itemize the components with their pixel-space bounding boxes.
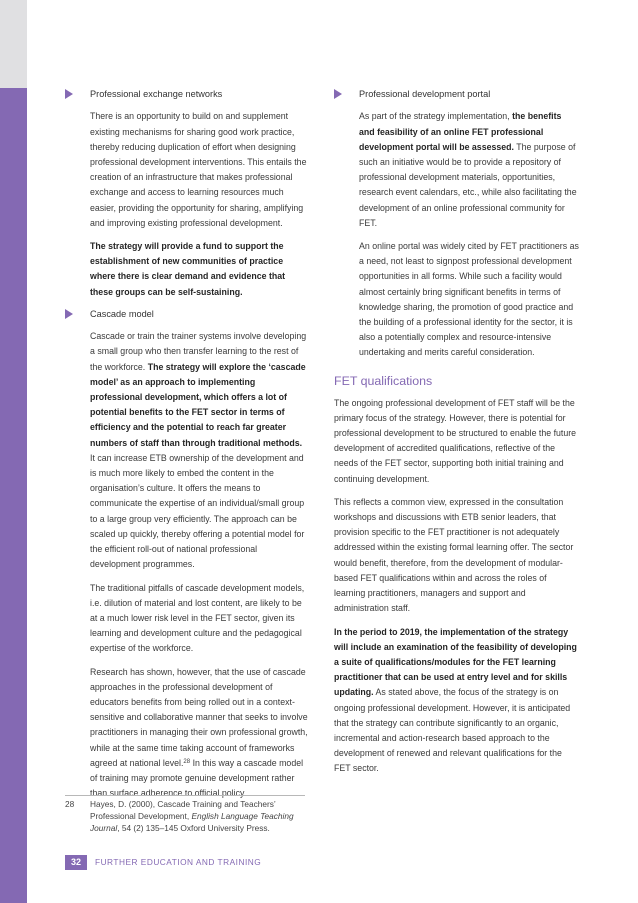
heading-professional-exchange [65,88,308,100]
paragraph: The traditional pitfalls of cascade development models, i.e. dilution of material and lost content, are likely to be at a much lower risk level in the FET sector, given its learning and development culture and the pedagogical expertise of the workforce. [90,582,305,654]
heading-professional-development-portal [334,88,579,100]
heading-cascade-model [65,308,308,320]
paragraph: In the period to 2019, the implementation of the strategy will include an examination of the feasibility of developing a suite of qualifications/modules for the FET learning practitioner that can be used at entry level and for skills updating. As stated above, the focus of the strategy is on ongoing professional development. However, it is anticipated that the strategy can contribute significantly to an organic, incremental and action-research based approach to the development of renewed and relevant qualifications for the FET sector. [334,626,577,774]
right-column [334,88,579,785]
paragraph: There is an opportunity to build on and supplement existing mechanisms for sharing good work practice, thereby reducing duplication of effort when designing professional development interventions. This entails the creation of an infrastructure that makes professional exchange and access to learning resources much easier, providing the opportunity for sharing, amplifying and improving existing professional development. [90,111,307,228]
triangle-bullet-icon [334,89,342,99]
footnote-text: Hayes, D. (2000), Cascade Training and Teachers’ Professional Development, English Language Teaching Journal, 54 (2) 135–145 Oxford University Press. [90,799,294,833]
paragraph: An online portal was widely cited by FET practitioners as a need, not least to signpost professional development opportunities in all forms. While such a facility would almost certainly bring significant benefits in terms of knowledge sharing, the promotion of good practice and the building of a professional identity for the sector, it is also a potentially complex and resource-intensive undertaking and merits careful consideration. [359,241,579,358]
bold-paragraph: The strategy will provide a fund to support the establishment of new communities of practice where there is clear demand and evidence that these groups can be self-sustaining. [90,241,286,297]
footnote-number: 28 [65,799,75,809]
running-footer-title: FURTHER EDUCATION AND TRAINING [95,857,262,867]
paragraph: This reflects a common view, expressed in the consultation workshops and discussions with ETB senior leaders, that provision specific to the FET practitioner is not adequately addressed within the existing formal learning offer. The sector would benefit, therefore, from the development of modular-based FET qualifications within and across the roles of learning practitioners, managers and support and administration staff. [334,496,574,614]
triangle-bullet-icon [65,309,73,319]
triangle-bullet-icon [65,89,73,99]
side-band-grey [0,0,27,88]
side-band-purple [0,88,27,903]
heading-text: Professional development portal [359,89,491,99]
left-column [65,88,308,809]
page-number: 32 [65,855,87,870]
heading-text: Cascade model [90,308,154,319]
paragraph: Cascade or train the trainer systems involve developing a small group who then transfer learning to the rest of the workforce. The strategy will explore the ‘cascade model’ as an approach to implementing professional development, which offers a lot of potential benefits to the FET sector in terms of efficiency and the potential to reach far greater numbers of staff than through traditional methods. It can increase ETB ownership of the development and is much more likely to embed the content in the organisation’s culture. It offers the means to communicate the expertise of an individual/small group to a large group very efficiently. The approach can be scaled up quickly, thereby offering a potential model for the efficient roll-out of national professional development programmes. [90,331,307,570]
paragraph: As part of the strategy implementation, the benefits and feasibility of an online FET professional development portal will be assessed. The purpose of such an initiative would be to provide a repository of professional development materials, opportunities, research event calendars, etc., while also facilitating the development of an online professional community for FET. [359,111,577,228]
paragraph: Research has shown, however, that the use of cascade approaches in the professional development of educators benefits from being rolled out in a context-sensitive and collaborative manner that seeks to involve practitioners in managing their own professional growth, while at the same time taking account of frameworks agreed at national level.$^{28}$ In this way a cascade model of training may promote genuine development rather than surface adherence to official policy. [90,666,308,799]
heading-text: Professional exchange networks [90,89,223,99]
footnote-divider [65,795,305,796]
paragraph: The ongoing professional development of FET staff will be the primary focus of the strategy. However, there is potential for professional development to be structured to enable the future development of accredited qualifications, reflective of the needs of the FET sector, supporting both initial training and continuing development. [334,397,577,484]
footnote-ref: 28 [183,758,191,765]
section-heading-fet-qualifications: FET qualifications [334,373,433,388]
